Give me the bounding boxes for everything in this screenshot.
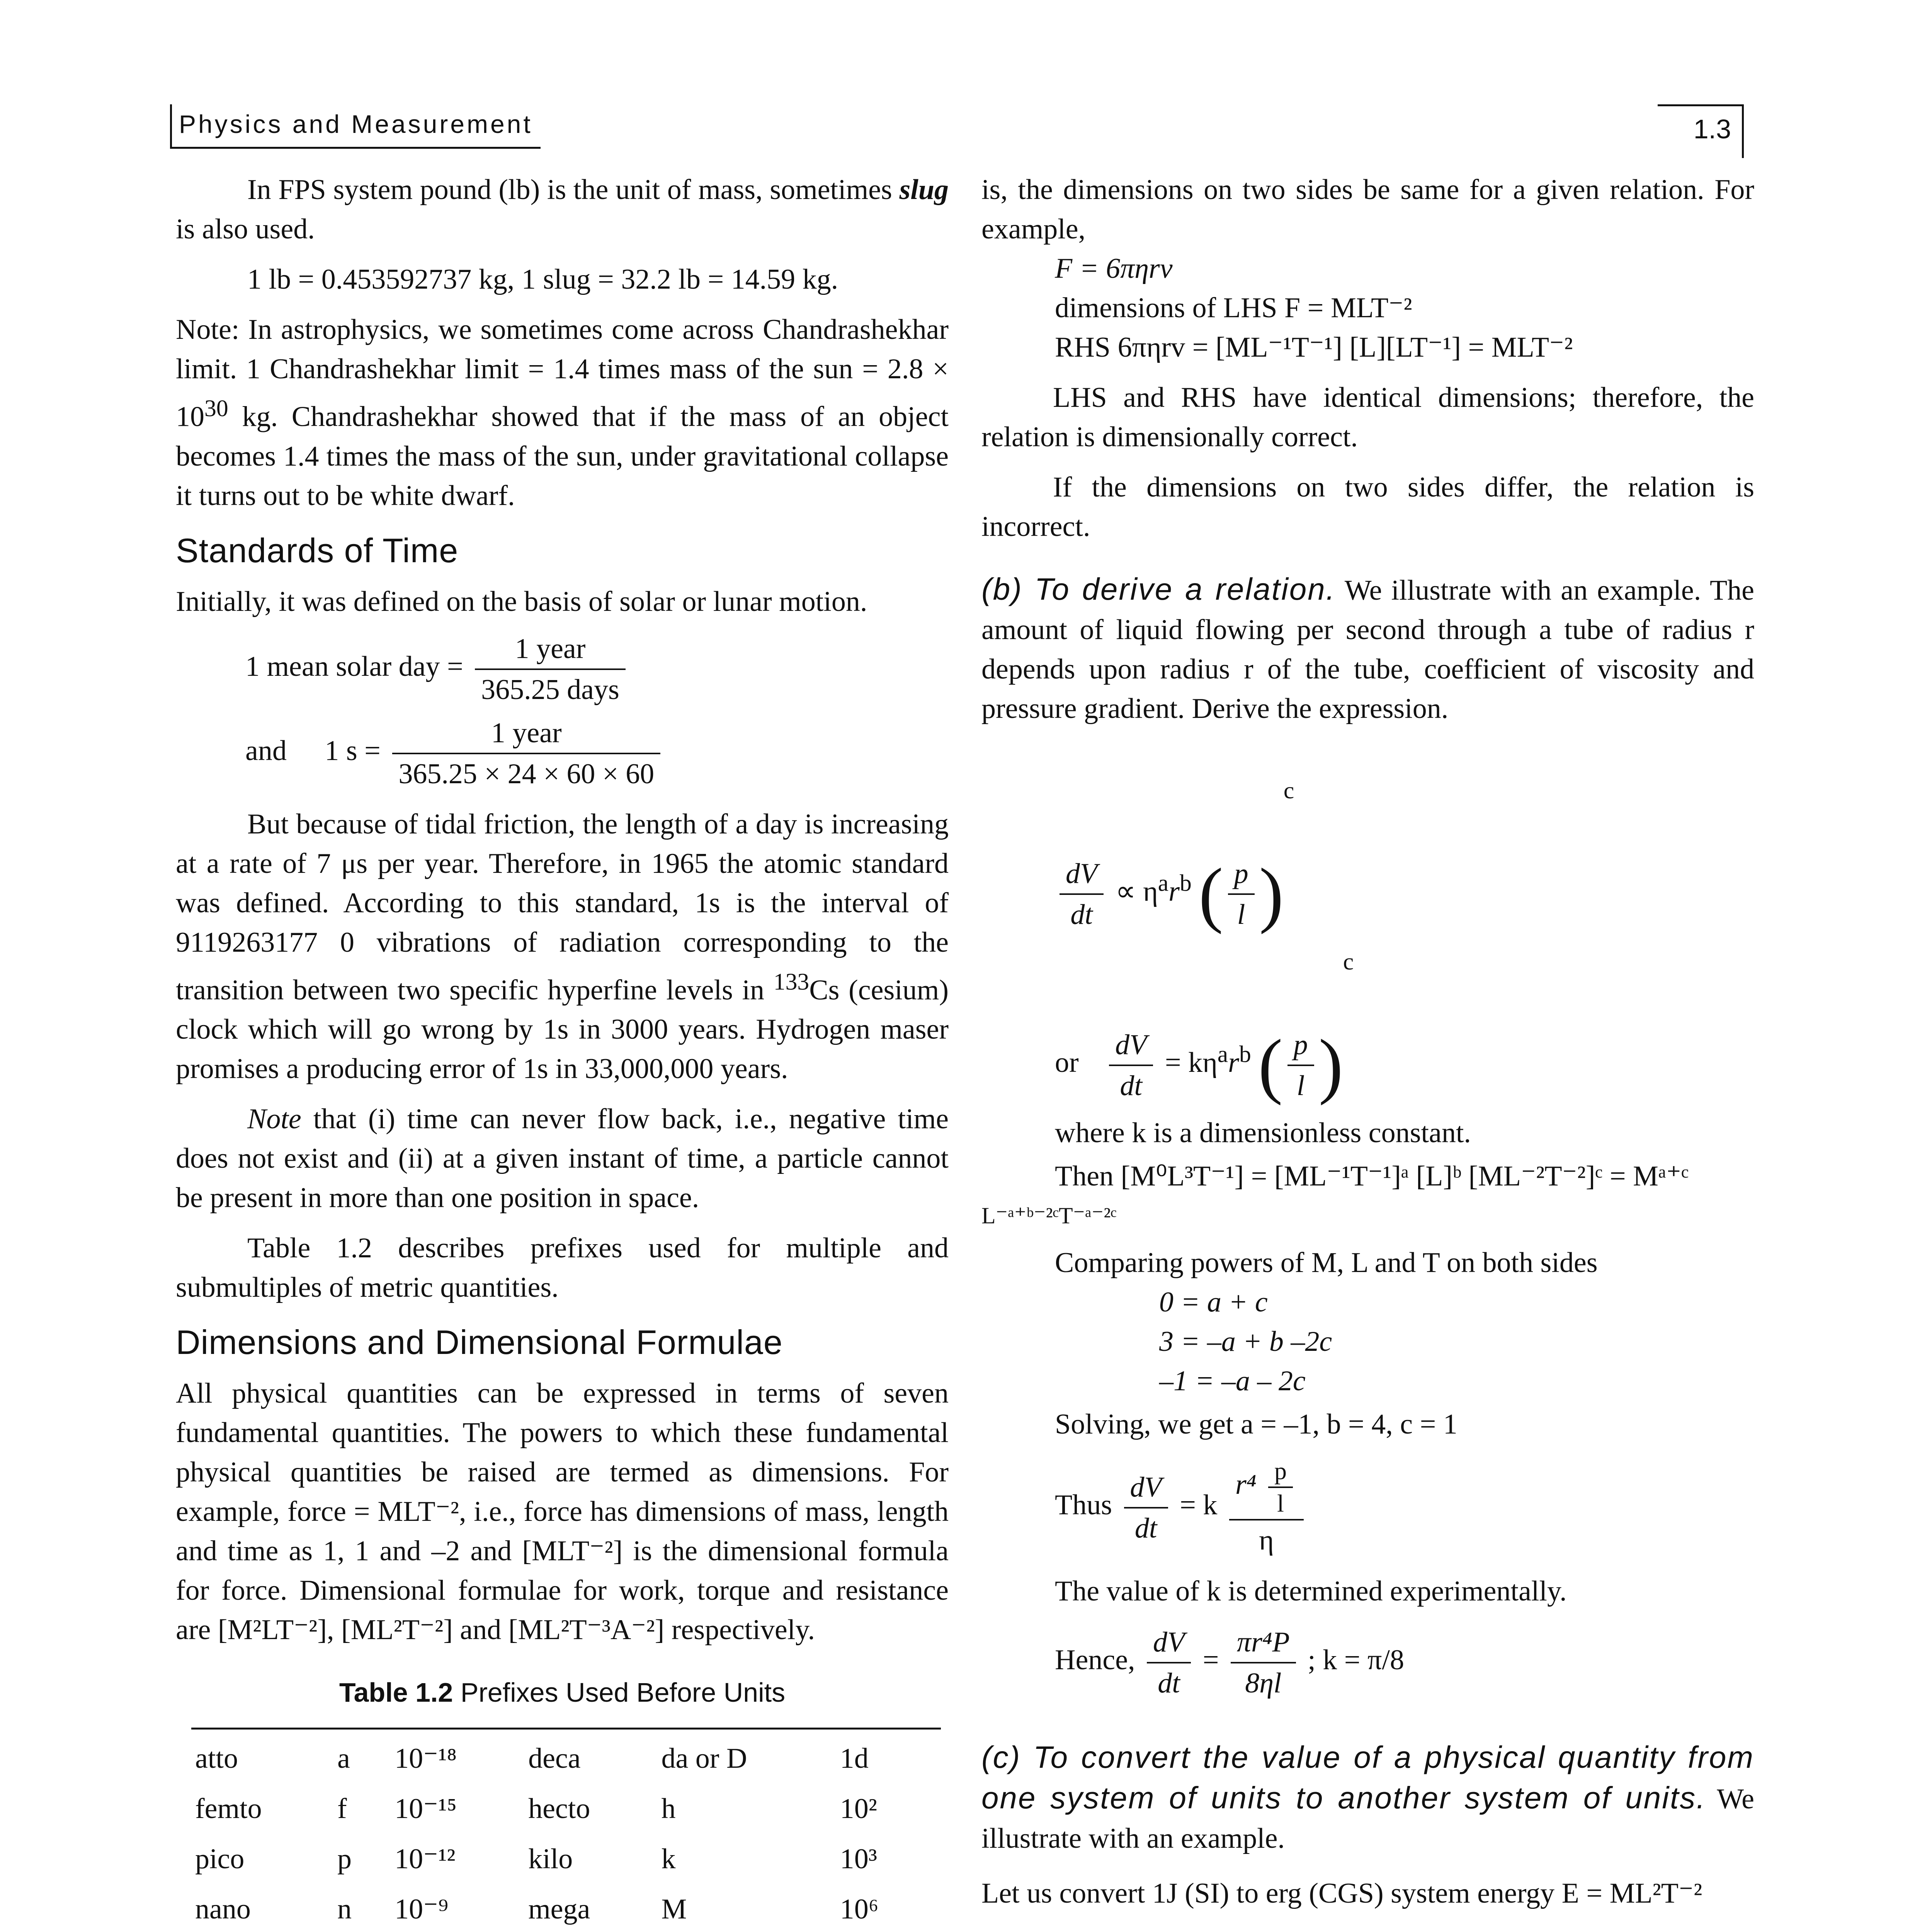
equation-proportional: $\frac{dV}{dt}$ ∝ $\eta^ar^b$ ( $\frac{p}{l}$ )$^c$	[1055, 771, 1754, 934]
paragraph-derive-relation: (b) To derive a relation. We illustrate with an example. The amount of liquid flowing per second through a tube of radius r depends upon radius r of the tube, coefficient of viscosity and pressure gradient. Derive the expression.	[981, 572, 1755, 724]
paragraph-table-reference: Table 1.2 describes prefixes used for multiple and submultiples of metric quantities.	[176, 1232, 949, 1304]
equation-then: Then [M⁰L³T⁻¹] = [ML⁻¹T⁻¹]ᵃ [L]ᵇ [ML⁻²T⁻²]ᶜ = Mᵃ⁺ᶜ	[1055, 1160, 1689, 1192]
equation-n2	[1055, 1925, 1754, 1932]
table-cell: 10⁻¹²	[395, 1843, 456, 1875]
paragraph-note-chandrashekhar: Note: In astrophysics, we sometimes come across Chandrashekhar limit. 1 Chandrashekhar limit = 1.4 times mass of the sun = $2.8 \times 10^{30}$ kg. Chandrashekhar showed that if the mass of an object becomes 1.4 times the mass of the sun, under gravitational collapse it turns out to be white dwarf.	[176, 314, 949, 512]
table-caption: Table 1.2 Prefixes Used Before Units	[339, 1677, 786, 1708]
paragraph-tidal-friction: But because of tidal friction, the length of a day is increasing at a rate of 7 μs per year. Therefore, in 1965 the atomic standard was defined. According to this standard, 1s is the interval of 9119263177 0 vibrations of radiation corresponding to the transition between two specific hyperfine levels in $^{133}$Cs (cesium) clock which will go wrong by 1s in 3000 years. Hydrogen maser promises a producing error of 1s in 33,000,000 years.	[176, 808, 949, 1085]
paragraph-value-k: The value of k is determined experimentally.	[1055, 1575, 1567, 1607]
table-cell: h	[661, 1793, 676, 1825]
heading-dimensions: Dimensions and Dimensional Formulae	[176, 1323, 783, 1362]
paragraph-differ: If the dimensions on two sides differ, the relation is incorrect.	[981, 471, 1754, 543]
table-cell: 10⁻¹⁵	[395, 1793, 457, 1825]
table-cell: nano	[195, 1893, 251, 1925]
heading-standards-of-time: Standards of Time	[176, 531, 459, 570]
equation-thus: Thus $\frac{dV}{dt}$ = k r⁴ $\frac{p}{l}$ η	[1055, 1456, 1754, 1560]
paragraph-compare: Comparing powers of M, L and T on both sides	[1055, 1247, 1598, 1279]
table-cell: 10⁻⁹	[395, 1893, 449, 1925]
table-cell: kilo	[528, 1843, 573, 1875]
table-cell: 10⁶	[840, 1893, 879, 1925]
table-cell: mega	[528, 1893, 590, 1925]
table-row	[191, 1834, 941, 1884]
equation-hence: Hence, $\frac{dV}{dt}$ = $\frac{\text{πr⁴P}}{8\eta l}$ ; k = π/8	[1055, 1622, 1754, 1703]
equation-stokes: F = 6πηrv	[1055, 253, 1173, 284]
table-row	[191, 1884, 941, 1932]
paragraph-convert-joule: Let us convert 1J (SI) to erg (CGS) system energy E = ML²T⁻²	[981, 1878, 1702, 1910]
paragraph-homogeneity: is, the dimensions on two sides be same for a given relation. For example,	[981, 174, 1754, 245]
table-cell: M	[661, 1893, 687, 1925]
table-cell: femto	[195, 1793, 262, 1825]
slug-term: slug	[899, 174, 949, 206]
left-column	[176, 170, 949, 1932]
right-column	[981, 170, 1754, 1932]
equation-lhs: dimensions of LHS F = MLT⁻²	[1055, 292, 1412, 324]
table-cell: 10²	[840, 1793, 877, 1825]
paragraph-note-time: Note that (i) time can never flow back, i.e., negative time does not exist and (ii) at a given instant of time, a particle cannot be present in more than one position in space.	[176, 1103, 949, 1214]
table-cell: hecto	[528, 1793, 590, 1825]
equation-set: 0 = a + c 3 = –a + b –2c –1 = –a – 2c	[1159, 1286, 1332, 1397]
table-cell: pico	[195, 1843, 245, 1875]
table-cell: 1d	[836, 1729, 941, 1784]
table-cell: k	[661, 1843, 676, 1875]
equation-solar-day: 1 mean solar day = $\frac{\text{1 year}}{\text{365.25 days}}$	[245, 629, 949, 709]
page-number: 1.3	[1658, 104, 1744, 158]
paragraph-fps: In FPS system pound (lb) is the unit of mass, sometimes slug is also used.	[176, 174, 949, 245]
paragraph-solving: Solving, we get a = –1, b = 4, c = 1	[1055, 1408, 1458, 1440]
table-cell: n	[337, 1893, 352, 1925]
table-row	[191, 1784, 941, 1834]
equation-rhs: RHS 6πηrv = [ML⁻¹T⁻¹] [L][LT⁻¹] = MLT⁻²	[1055, 332, 1573, 363]
paragraph-lhs-rhs: LHS and RHS have identical dimensions; therefore, the relation is dimensionally correct.	[981, 382, 1754, 453]
conversion-line: 1 lb = 0.453592737 kg, 1 slug = 32.2 lb = 14.59 kg.	[247, 264, 838, 295]
table-cell: a	[333, 1729, 391, 1784]
table-cell: p	[337, 1843, 352, 1875]
equation-second: and 1 s = $\frac{\text{1 year}}{365.25 \times 24 \times 60 \times 60}$	[245, 713, 949, 794]
paragraph-dimensions: All physical quantities can be expressed in terms of seven fundamental quantities. The powers to which these fundamental physical quantities be raised are termed as dimensions. For example, force = MLT⁻², i.e., force has dimensions of mass, length and time as 1, 1 and –2 and [MLT⁻²] is the dimensional formula for force. Dimensional formulae for work, torque and resistance are [M²LT⁻²], [ML²T⁻²] and [ML²T⁻³A⁻²] respectively.	[176, 1378, 949, 1646]
table-cell: da or D	[657, 1729, 836, 1784]
table-cell: 10⁻¹⁸	[391, 1729, 524, 1784]
table-cell: 10³	[840, 1843, 877, 1875]
paragraph-convert-units: (c) To convert the value of a physical quantity from one system of units to another system of units. We illustrate with an example.	[981, 1740, 1754, 1855]
running-header: Physics and Measurement	[170, 104, 541, 149]
equation-then-cont: L⁻ᵃ⁺ᵇ⁻²ᶜT⁻ᵃ⁻²ᶜ	[981, 1203, 1117, 1229]
table-cell: f	[337, 1793, 347, 1825]
paragraph-time-intro: Initially, it was defined on the basis of solar or lunar motion.	[176, 585, 867, 617]
prefix-table	[191, 1728, 941, 1932]
paragraph-dimensionless-k: where k is a dimensionless constant.	[1055, 1117, 1471, 1149]
table-cell: atto	[191, 1729, 333, 1784]
table-row	[191, 1729, 941, 1784]
table-cell: deca	[524, 1729, 657, 1784]
equation-with-constant: or $\frac{dV}{dt}$ = $k\eta^ar^b$ ( $\frac{p}{l}$ )$^c$	[1055, 949, 1354, 1106]
